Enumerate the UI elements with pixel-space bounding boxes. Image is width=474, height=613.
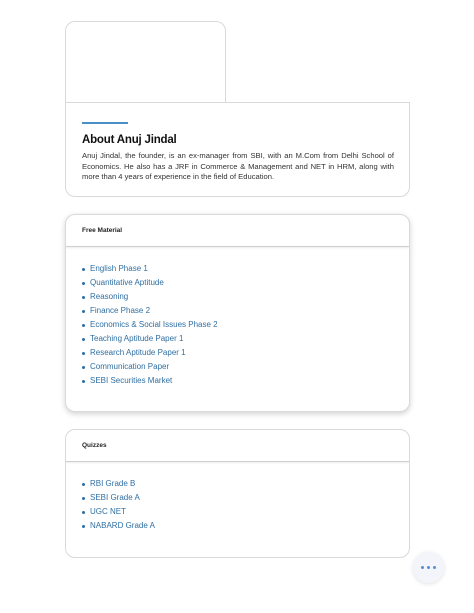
bullet-icon [82, 324, 85, 327]
list-item-label[interactable]: Reasoning [90, 292, 129, 301]
bullet-icon [82, 268, 85, 271]
free-material-list [66, 247, 409, 388]
list-item-label[interactable]: UGC NET [90, 507, 126, 516]
quizzes-panel [65, 429, 410, 558]
list-item[interactable] [82, 346, 409, 360]
list-item[interactable] [82, 332, 409, 346]
list-item-label[interactable]: Economics & Social Issues Phase 2 [90, 320, 218, 329]
about-description: Anuj Jindal, the founder, is an ex-manager from SBI, with an M.Com from Delhi School of Economics. He also has a JRF in Commerce & Management and NET in HRM, along with more than 4 years of experience in the field of Education. [82, 151, 394, 181]
list-item[interactable] [82, 360, 409, 374]
list-item[interactable] [82, 505, 409, 519]
bullet-icon [82, 296, 85, 299]
bullet-icon [82, 310, 85, 313]
dot [433, 566, 436, 569]
list-item-label[interactable]: Communication Paper [90, 362, 170, 371]
free-material-header: Free Material [66, 215, 409, 247]
list-item-label[interactable]: Teaching Aptitude Paper 1 [90, 334, 184, 343]
list-item-label[interactable]: Finance Phase 2 [90, 306, 151, 315]
list-item[interactable] [82, 491, 409, 505]
bullet-icon [82, 380, 85, 383]
dot [427, 566, 430, 569]
list-item[interactable] [82, 304, 409, 318]
bullet-icon [82, 352, 85, 355]
bullet-icon [82, 338, 85, 341]
list-item[interactable] [82, 290, 409, 304]
bullet-icon [82, 282, 85, 285]
chat-dots-icon[interactable] [413, 552, 444, 583]
list-item[interactable] [82, 262, 409, 276]
list-item[interactable] [82, 318, 409, 332]
list-item-label[interactable]: Quantitative Aptitude [90, 278, 164, 287]
list-item-label[interactable]: SEBI Grade A [90, 493, 140, 502]
bullet-icon [82, 525, 85, 528]
about-card [65, 102, 410, 197]
quizzes-header: Quizzes [66, 430, 409, 462]
list-item-label[interactable]: English Phase 1 [90, 264, 148, 273]
free-material-panel [65, 214, 410, 412]
bullet-icon [82, 511, 85, 514]
bullet-icon [82, 497, 85, 500]
list-item-label[interactable]: Research Aptitude Paper 1 [90, 348, 186, 357]
bullet-icon [82, 483, 85, 486]
list-item-label[interactable]: SEBI Securities Market [90, 376, 173, 385]
list-item[interactable] [82, 477, 409, 491]
about-title: About Anuj Jindal [82, 134, 177, 146]
accent-line [82, 122, 128, 124]
list-item-label[interactable]: RBI Grade B [90, 479, 136, 488]
list-item[interactable] [82, 519, 409, 533]
bullet-icon [82, 366, 85, 369]
quizzes-list [66, 462, 409, 533]
dot [421, 566, 424, 569]
founder-photo-card [65, 21, 226, 102]
list-item[interactable] [82, 374, 409, 388]
list-item-label[interactable]: NABARD Grade A [90, 521, 155, 530]
list-item[interactable] [82, 276, 409, 290]
